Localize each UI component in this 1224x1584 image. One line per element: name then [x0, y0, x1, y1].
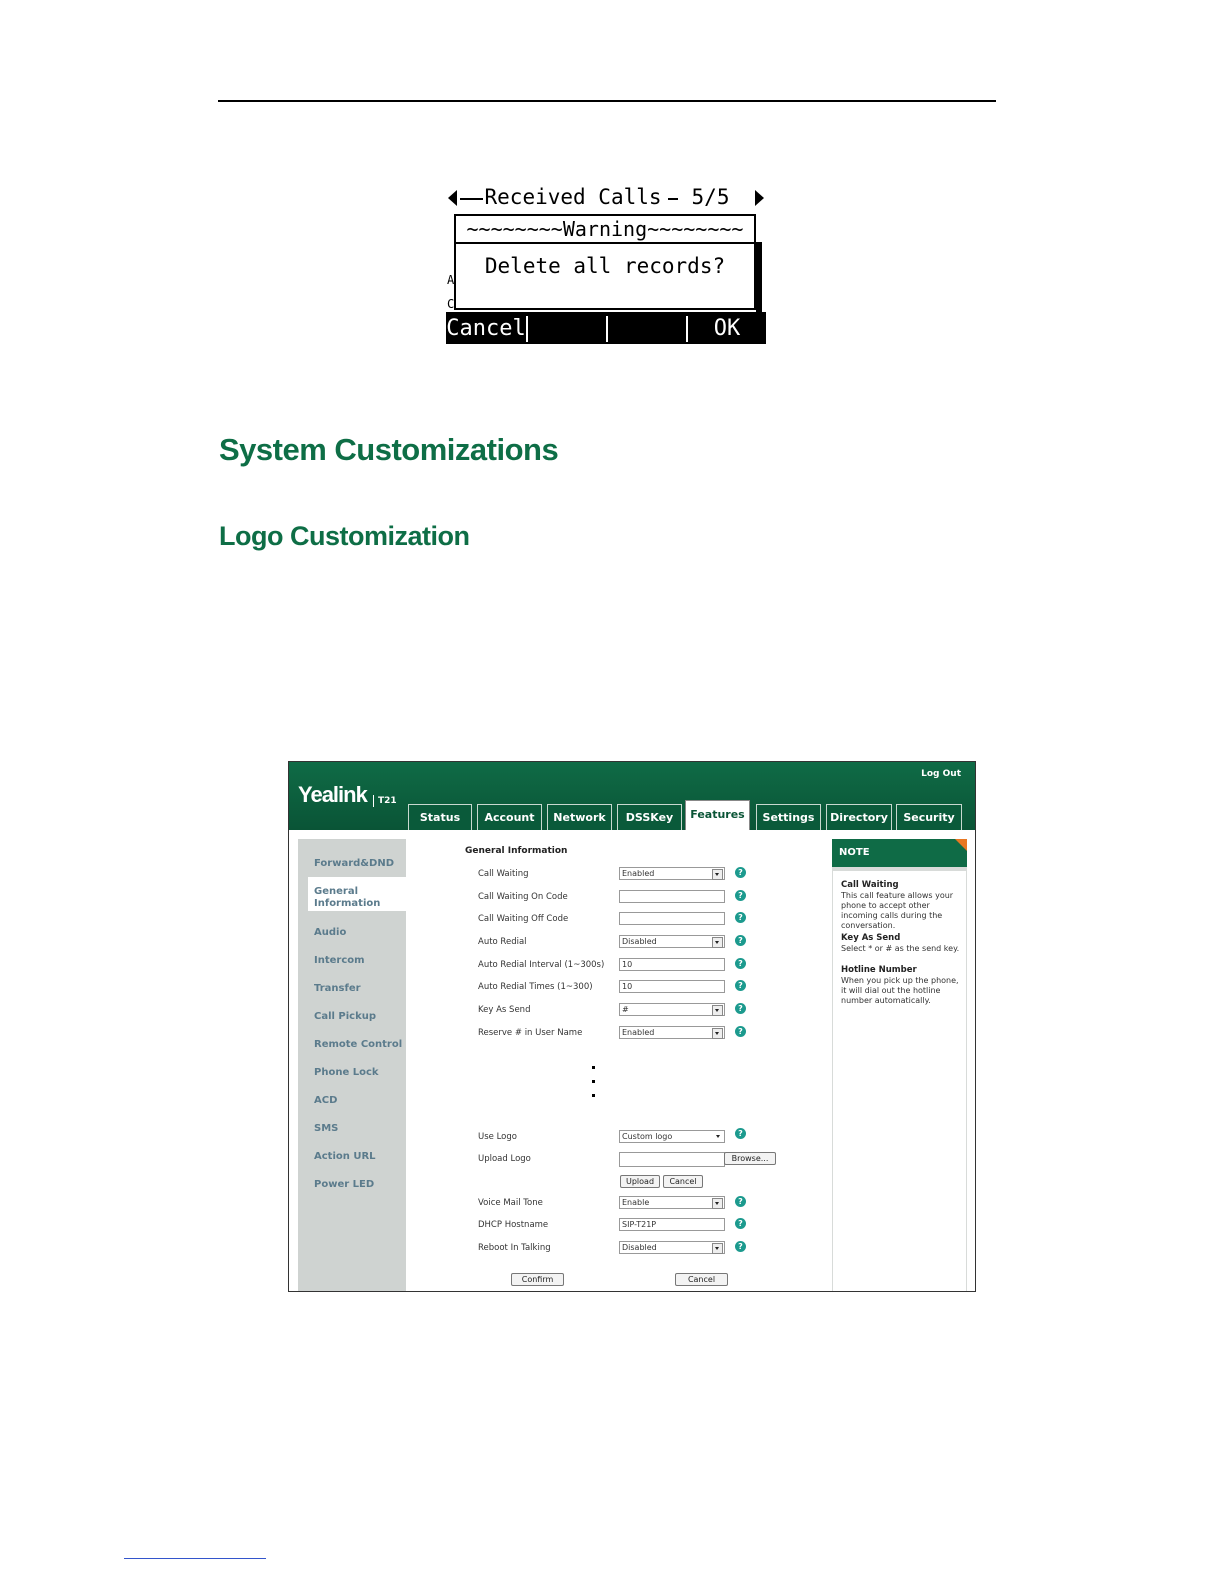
- note-text: Select * or # as the send key.: [841, 944, 960, 953]
- tab-status[interactable]: Status: [408, 804, 472, 830]
- voice-mail-tone-label: Voice Mail Tone: [478, 1198, 543, 1208]
- softkey-empty[interactable]: [608, 314, 686, 344]
- confirm-button[interactable]: Confirm: [511, 1273, 564, 1286]
- chevron-down-icon: [712, 869, 723, 880]
- footer-link-underline: [124, 1558, 266, 1559]
- auto-redial-value: Disabled: [622, 937, 657, 946]
- help-icon[interactable]: ?: [735, 1128, 746, 1139]
- upload-logo-label: Upload Logo: [478, 1154, 531, 1164]
- use-logo-label: Use Logo: [478, 1132, 517, 1142]
- lcd-list-letter: A: [447, 273, 455, 287]
- help-icon[interactable]: ?: [735, 935, 746, 946]
- web-content: [289, 830, 975, 1291]
- help-icon[interactable]: ?: [735, 1003, 746, 1014]
- help-icon[interactable]: ?: [735, 980, 746, 991]
- ellipsis-dot: [592, 1066, 595, 1069]
- reserve-hash-label: Reserve # in User Name: [478, 1028, 583, 1038]
- sidebar-item-acd[interactable]: ACD: [314, 1095, 338, 1106]
- header-rule: [218, 100, 996, 102]
- logout-link[interactable]: Log Out: [921, 769, 961, 779]
- tab-dsskey[interactable]: DSSKey: [617, 804, 682, 830]
- call-waiting-select[interactable]: [619, 867, 725, 880]
- help-icon[interactable]: ?: [735, 867, 746, 878]
- reserve-hash-select[interactable]: [619, 1026, 725, 1039]
- web-ui-screenshot: [288, 761, 976, 1292]
- auto-redial-times-input[interactable]: 10: [619, 980, 725, 993]
- dialog-title: Warning: [562, 217, 648, 241]
- softkey-bar: [446, 314, 766, 344]
- help-icon[interactable]: ?: [735, 1196, 746, 1207]
- note-title: Key As Send: [841, 933, 901, 943]
- cancel-button[interactable]: Cancel: [675, 1273, 728, 1286]
- call-waiting-on-code-label: Call Waiting On Code: [478, 892, 568, 902]
- sidebar-item-remote-control[interactable]: Remote Control: [314, 1039, 403, 1050]
- warning-dialog: ~~~~~~~~Warning~~~~~~~~ Delete all records?: [454, 214, 756, 310]
- call-waiting-off-code-input[interactable]: [619, 912, 725, 925]
- upload-logo-file-input[interactable]: [619, 1152, 725, 1167]
- tab-settings[interactable]: Settings: [756, 804, 821, 830]
- softkey-cancel[interactable]: Cancel: [446, 316, 526, 341]
- note-text: This call feature allows your phone to accept other incoming calls during the conversation.: [841, 891, 954, 930]
- dhcp-hostname-label: DHCP Hostname: [478, 1220, 549, 1230]
- right-arrow-icon: [755, 190, 764, 206]
- lcd-title-bar: [446, 184, 766, 212]
- call-waiting-off-code-label: Call Waiting Off Code: [478, 914, 569, 924]
- auto-redial-interval-label: Auto Redial Interval (1~300s): [478, 960, 605, 970]
- ellipsis-dot: [592, 1094, 595, 1097]
- call-waiting-value: Enabled: [622, 869, 655, 878]
- chevron-down-icon: [714, 1132, 723, 1141]
- lcd-list-letter: C: [447, 297, 455, 311]
- sidebar-item-phone-lock[interactable]: Phone Lock: [314, 1067, 379, 1078]
- auto-redial-interval-input[interactable]: 10: [619, 958, 725, 971]
- tab-directory[interactable]: Directory: [826, 804, 892, 830]
- browse-button[interactable]: Browse...: [724, 1152, 776, 1165]
- note-title: Hotline Number: [841, 965, 917, 975]
- softkey-empty[interactable]: [528, 314, 606, 344]
- help-icon[interactable]: ?: [735, 1241, 746, 1252]
- tab-security[interactable]: Security: [896, 804, 962, 830]
- reboot-in-talking-value: Disabled: [622, 1243, 657, 1252]
- note-corner-icon: [955, 839, 967, 851]
- sidebar: [298, 839, 406, 1291]
- model-label: T21: [373, 795, 397, 807]
- tab-features[interactable]: Features: [685, 800, 750, 832]
- note-title: Call Waiting: [841, 880, 899, 890]
- voice-mail-tone-select[interactable]: [619, 1196, 725, 1209]
- tab-network[interactable]: Network: [547, 804, 612, 830]
- section-heading: System Customizations: [219, 432, 559, 467]
- chevron-down-icon: [712, 1005, 723, 1016]
- key-as-send-select[interactable]: [619, 1003, 725, 1016]
- sidebar-item-sms[interactable]: SMS: [314, 1123, 339, 1134]
- dhcp-hostname-input[interactable]: SIP-T21P: [619, 1218, 725, 1231]
- upload-button[interactable]: Upload: [620, 1175, 660, 1188]
- key-as-send-value: #: [622, 1005, 629, 1014]
- auto-redial-select[interactable]: [619, 935, 725, 948]
- softkey-ok[interactable]: OK: [713, 316, 741, 341]
- note-panel: [832, 839, 967, 1291]
- phone-lcd-figure: [446, 184, 766, 344]
- help-icon[interactable]: ?: [735, 890, 746, 901]
- dialog-message: Delete all records?: [484, 254, 726, 278]
- call-waiting-label: Call Waiting: [478, 869, 529, 879]
- settings-form: [406, 830, 827, 1291]
- sidebar-item-audio[interactable]: Audio: [314, 927, 347, 938]
- lcd-title: Received Calls: [484, 185, 662, 209]
- lcd-page: 5/5: [691, 185, 730, 209]
- brand-logo: Yealink: [298, 782, 367, 807]
- reboot-in-talking-label: Reboot In Talking: [478, 1243, 551, 1253]
- subsection-heading: Logo Customization: [219, 521, 470, 551]
- chevron-down-icon: [712, 937, 723, 948]
- reboot-in-talking-select[interactable]: [619, 1241, 725, 1254]
- note-header: NOTE: [832, 839, 967, 867]
- chevron-down-icon: [712, 1198, 723, 1209]
- help-icon[interactable]: ?: [735, 1026, 746, 1037]
- lcd-scrollbar: [756, 242, 762, 312]
- use-logo-select[interactable]: [619, 1130, 725, 1143]
- help-icon[interactable]: ?: [735, 912, 746, 923]
- help-icon[interactable]: ?: [735, 958, 746, 969]
- key-as-send-label: Key As Send: [478, 1005, 531, 1015]
- use-logo-value: Custom logo: [622, 1132, 673, 1141]
- auto-redial-label: Auto Redial: [478, 937, 527, 947]
- voice-mail-tone-value: Enable: [622, 1198, 650, 1207]
- help-icon[interactable]: ?: [735, 1218, 746, 1229]
- chevron-down-icon: [712, 1243, 723, 1254]
- section-title: General Information: [465, 846, 568, 856]
- sidebar-item-intercom[interactable]: Intercom: [314, 955, 365, 966]
- call-waiting-on-code-input[interactable]: [619, 890, 725, 903]
- sidebar-item-call-pickup[interactable]: Call Pickup: [314, 1011, 377, 1022]
- chevron-down-icon: [712, 1028, 723, 1039]
- reserve-hash-value: Enabled: [622, 1028, 655, 1037]
- sidebar-item-power-led[interactable]: Power LED: [314, 1179, 375, 1190]
- note-text: When you pick up the phone, it will dial out the hotline number automatically.: [841, 976, 959, 1005]
- sidebar-item-general-information[interactable]: General Information: [314, 886, 381, 909]
- web-header: [289, 762, 975, 830]
- note-body: [833, 871, 966, 1291]
- auto-redial-times-label: Auto Redial Times (1~300): [478, 982, 593, 992]
- sidebar-item-forward-dnd[interactable]: Forward&DND: [314, 858, 394, 869]
- tab-account[interactable]: Account: [477, 804, 542, 830]
- sidebar-item-transfer[interactable]: Transfer: [314, 983, 361, 994]
- upload-cancel-button[interactable]: Cancel: [663, 1175, 703, 1188]
- ellipsis-dot: [592, 1080, 595, 1083]
- lcd-title-line: [668, 198, 678, 200]
- sidebar-item-action-url[interactable]: Action URL: [314, 1151, 376, 1162]
